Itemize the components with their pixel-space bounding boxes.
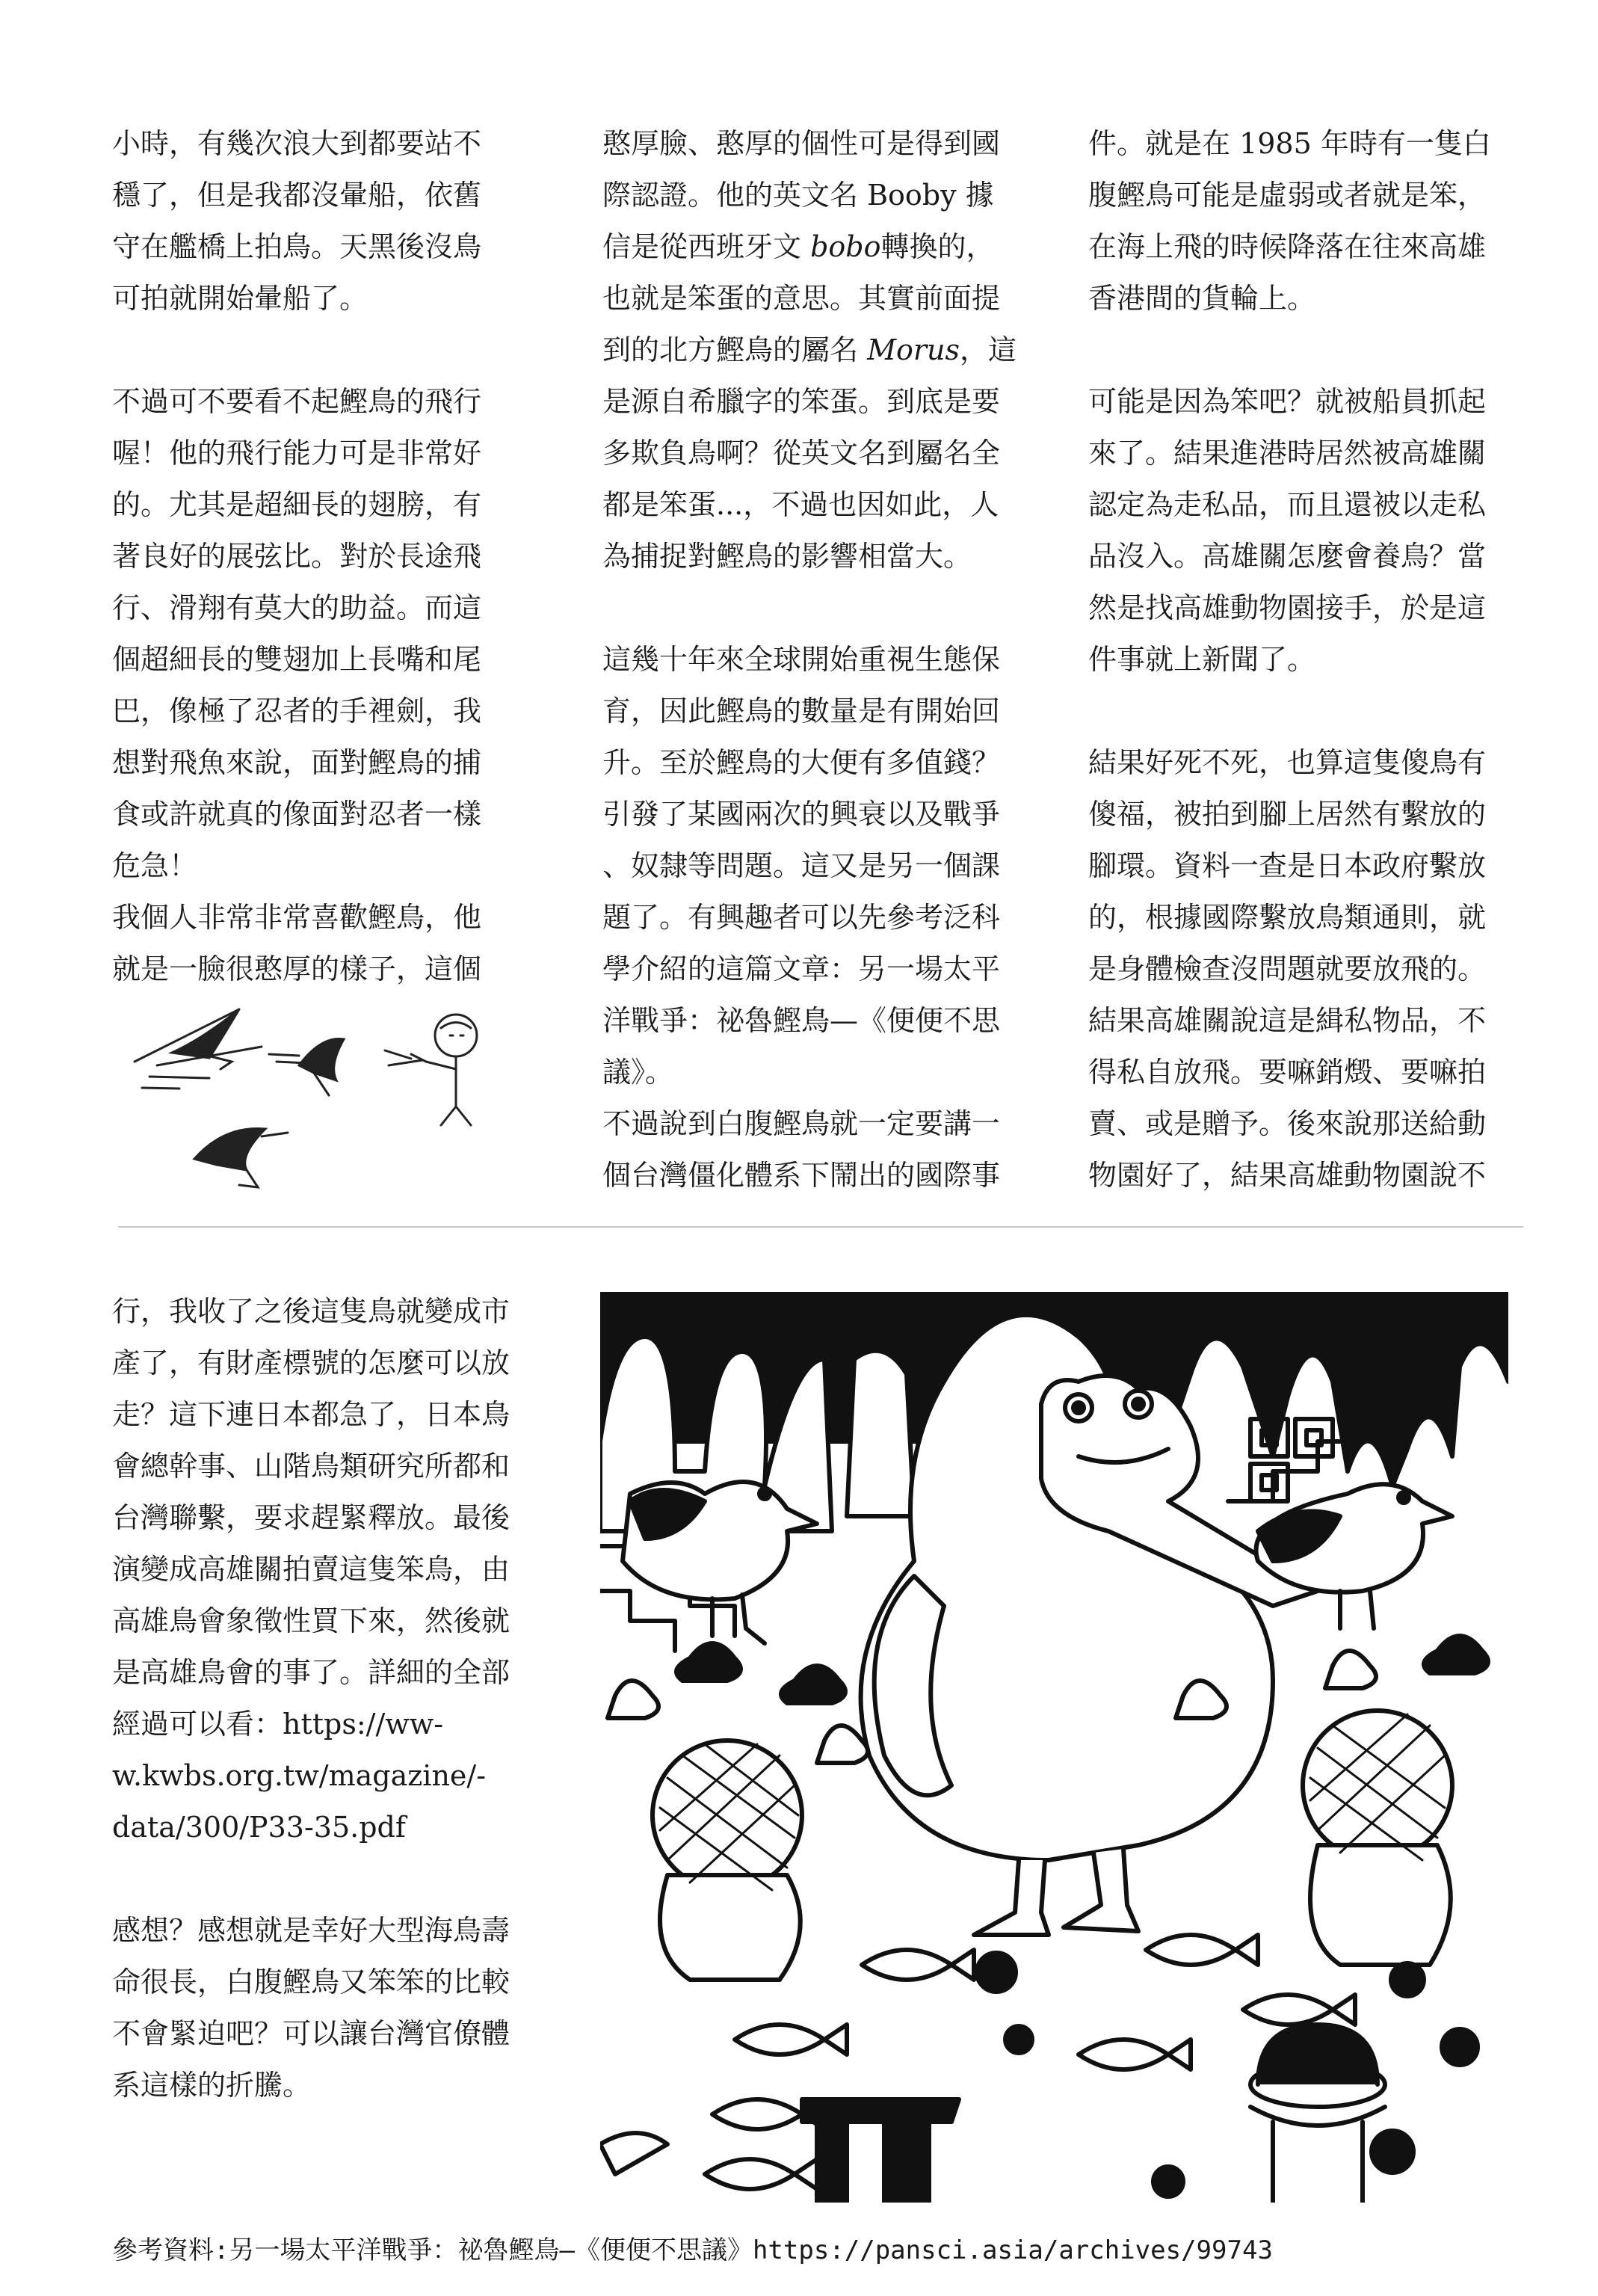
text-column-1 (112, 118, 531, 995)
paragraph: 不過可不要看不起鰹鳥的飛行 喔！他的飛行能力可是非常好 的。尤其是超細長的翅膀，有 著良好的展弦比。對於長途飛 行、滑翔有莫大的助益。而這 個超細長的雙翅加上長嘴和尾 巴，像極了忍者的手裡劍，我 想對飛魚來說，面對鰹鳥的捕 食或許就真的像面對忍者一樣 危急！ (112, 385, 482, 882)
paragraph: 件。就是在 1985 年時有一隻白 腹鰹鳥可能是虛弱或者就是笨， 在海上飛的時候降落在往來高雄 香港間的貨輪上。 (1088, 127, 1491, 315)
text-column-2 (602, 118, 1051, 1201)
paragraph: 我個人非常非常喜歡鰹鳥，他 就是一臉很憨厚的樣子，這個 (112, 901, 482, 985)
paragraph: 小時，有幾次浪大到都要站不 穩了，但是我都沒暈船，依舊 守在艦橋上拍鳥。天黑後沒鳥 可拍就開始暈船了。 (112, 127, 482, 315)
flying-boobies-illustration (127, 994, 546, 1196)
paragraph: 感想？感想就是幸好大型海鳥壽 命很長，白腹鰹鳥又笨笨的比較 不會緊迫吧？可以讓台灣官僚體 系這樣的折騰。 (112, 1914, 510, 2102)
text-column-3 (1088, 118, 1537, 1201)
text-column-4 (112, 1286, 568, 2111)
paragraph: 這幾十年來全球開始重視生態保 育，因此鰹鳥的數量是有開始回 升。至於鰹鳥的大便有多值錢？ 引發了某國兩次的興衰以及戰爭 、奴隸等問題。這又是另一個課 題了。有興趣者可以先參考泛科 學介紹的這篇文章：另一場太平 洋戰爭：祕魯鰹鳥—《便便不思 議》。 (602, 643, 1001, 1089)
booby-cartoon-illustration (600, 1292, 1508, 2203)
paragraph: 憨厚臉、憨厚的個性可是得到國 際認證。他的英文名 Booby 據 信是從西班牙文 bobo轉換的， 也就是笨蛋的意思。其實前面提 到的北方鰹鳥的屬名 Morus，這 是源自希臘字的笨蛋。到底是要 多欺負鳥啊？從英文名到屬名全 都是笨蛋...，不過也因如此，人 為捕捉對鰹鳥的影響相當大。 (602, 127, 1017, 573)
section-divider (118, 1226, 1523, 1228)
paragraph: 結果好死不死，也算這隻傻鳥有 傻福，被拍到腳上居然有繫放的 腳環。資料一查是日本政府繫放 的，根據國際繫放鳥類通則，就 是身體檢查沒問題就要放飛的。 (1088, 746, 1487, 985)
paragraph: 可能是因為笨吧？就被船員抓起 來了。結果進港時居然被高雄關 認定為走私品，而且還被以走私 品沒入。高雄關怎麼會養鳥？當 然是找高雄動物園接手，於是這 件事就上新聞了。 (1088, 385, 1487, 676)
paragraph: 行，我收了之後這隻鳥就變成市 產了，有財產標號的怎麼可以放 走？這下連日本都急了，日本鳥 會總幹事、山階鳥類研究所都和 台灣聯繫，要求趕緊釋放。最後 演變成高雄關拍賣這隻笨鳥，由 高雄鳥會象徵性買下來，然後就 是高雄鳥會的事了。詳細的全部 經過可以看：https://ww- w.kwbs.org.tw/magazine/- data/300/P33-35.pdf (112, 1295, 510, 1844)
paragraph: 不過說到白腹鰹鳥就一定要講一 個台灣僵化體系下鬧出的國際事 (602, 1107, 1001, 1192)
reference-footer: 參考資料:另一場太平洋戰爭：祕魯鰹鳥—《便便不思議》https://pansci.asia/archives/99743 (112, 2235, 1273, 2265)
paragraph: 結果高雄關說這是緝私物品，不 得私自放飛。要嘛銷燬、要嘛拍 賣、或是贈予。後來說那送給動 物園好了，結果高雄動物園說不 (1088, 1004, 1487, 1192)
